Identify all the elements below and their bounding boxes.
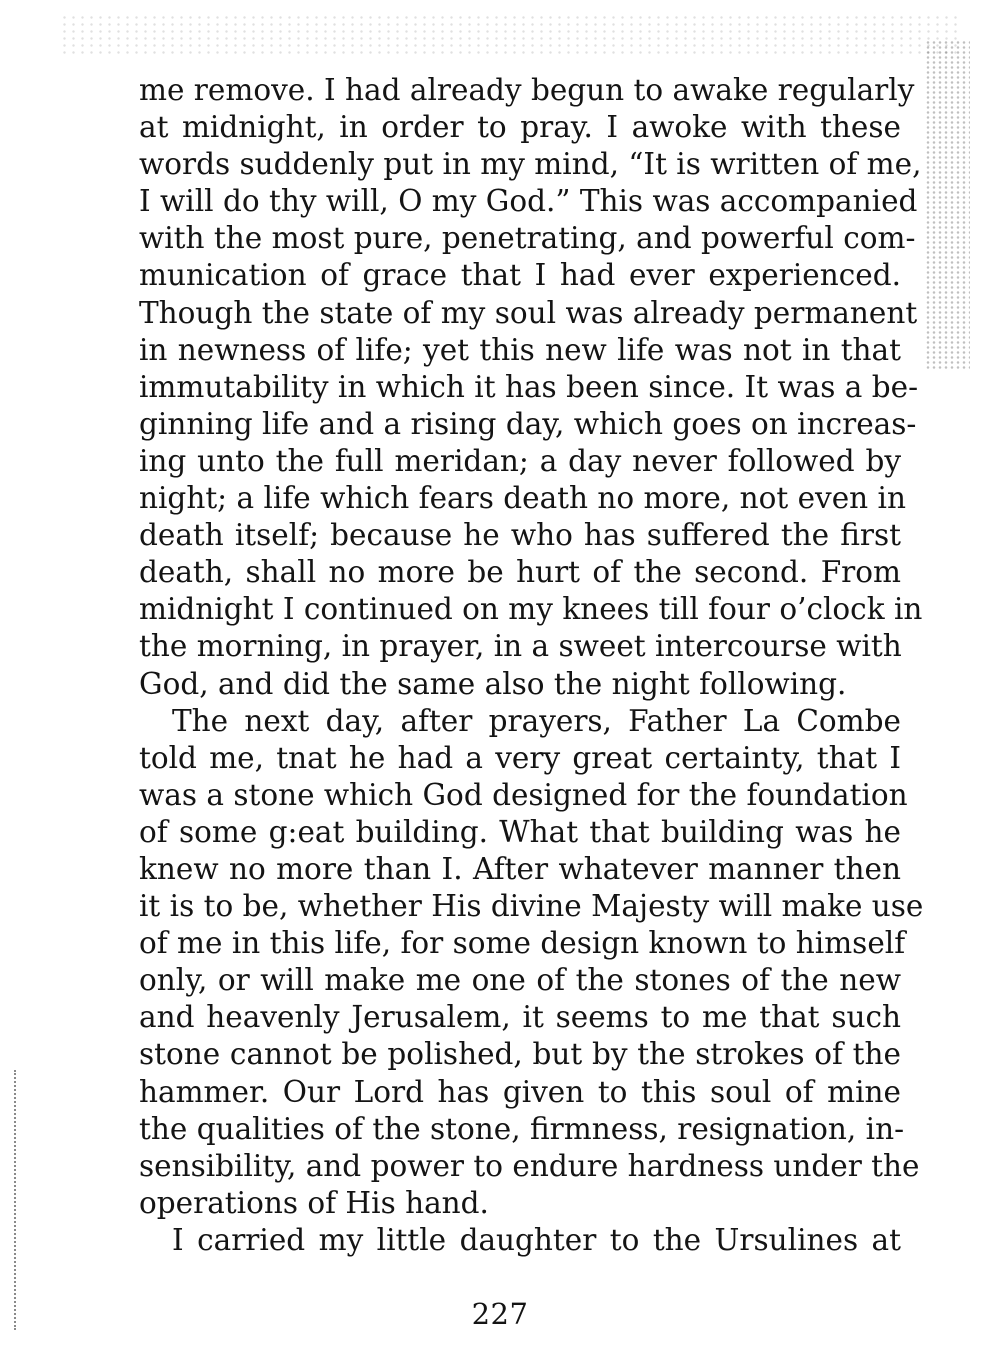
text-line: I will do thy will, O my God.” This was accompanied [139, 184, 918, 219]
text-line: the qualities of the stone, firmness, resignation, in- [139, 1111, 905, 1146]
text-line-paragraph-start: The next day, after prayers, Father La Combe [172, 703, 901, 738]
text-line: of me in this life, for some design known to himself [139, 926, 906, 961]
text-line: only, or will make me one of the stones of the new [139, 963, 901, 998]
text-line: God, and did the same also the night following. [139, 666, 847, 701]
text-line: sensibility, and power to endure hardness under the [139, 1148, 920, 1183]
text-line: midnight I continued on my knees till four o’clock in [139, 592, 923, 627]
text-line: ing unto the full meridan; a day never followed by [139, 443, 901, 478]
text-line: the morning, in prayer, in a sweet intercourse with [139, 629, 902, 664]
text-line: and heavenly Jerusalem, it seems to me that such [139, 1000, 901, 1035]
text-line: with the most pure, penetrating, and powerful com- [139, 221, 916, 256]
text-line: operations of His hand. [139, 1185, 489, 1220]
body-text [139, 72, 924, 1259]
text-line: ginning life and a rising day, which goes on increas- [139, 406, 917, 441]
scan-noise-top [60, 14, 960, 54]
text-line: it is to be, whether His divine Majesty will make use [139, 889, 924, 924]
text-line: knew no more than I. After whatever manner then [139, 851, 901, 886]
page-number: 227 [471, 1297, 529, 1331]
text-line: stone cannot be polished, but by the strokes of the [139, 1037, 901, 1072]
text-line: hammer. Our Lord has given to this soul of mine [139, 1074, 901, 1109]
text-line: of some g:eat building. What that building was he [139, 814, 901, 849]
text-line: death, shall no more be hurt of the second. From [139, 555, 901, 590]
text-line: munication of grace that I had ever experienced. [139, 258, 901, 293]
text-line: was a stone which God designed for the foundation [139, 777, 908, 812]
text-line: immutability in which it has been since. It was a be- [139, 369, 919, 404]
text-line-paragraph-start: I carried my little daughter to the Ursulines at [172, 1222, 901, 1257]
scan-noise-left [14, 1070, 20, 1330]
text-line: me remove. I had already begun to awake regularly [139, 73, 915, 107]
text-line: told me, tnat he had a very great certainty, that I [139, 740, 901, 775]
text-line: night; a life which fears death no more, not even in [139, 481, 906, 516]
text-line: at midnight, in order to pray. I awoke with these [139, 110, 901, 145]
text-line: death itself; because he who has suffered the first [139, 518, 901, 553]
text-line: Though the state of my soul was already permanent [139, 295, 918, 330]
text-line: in newness of life; yet this new life was not in that [139, 332, 901, 367]
text-line: words suddenly put in my mind, “It is written of me, [139, 147, 922, 182]
scan-noise-right [925, 40, 970, 370]
